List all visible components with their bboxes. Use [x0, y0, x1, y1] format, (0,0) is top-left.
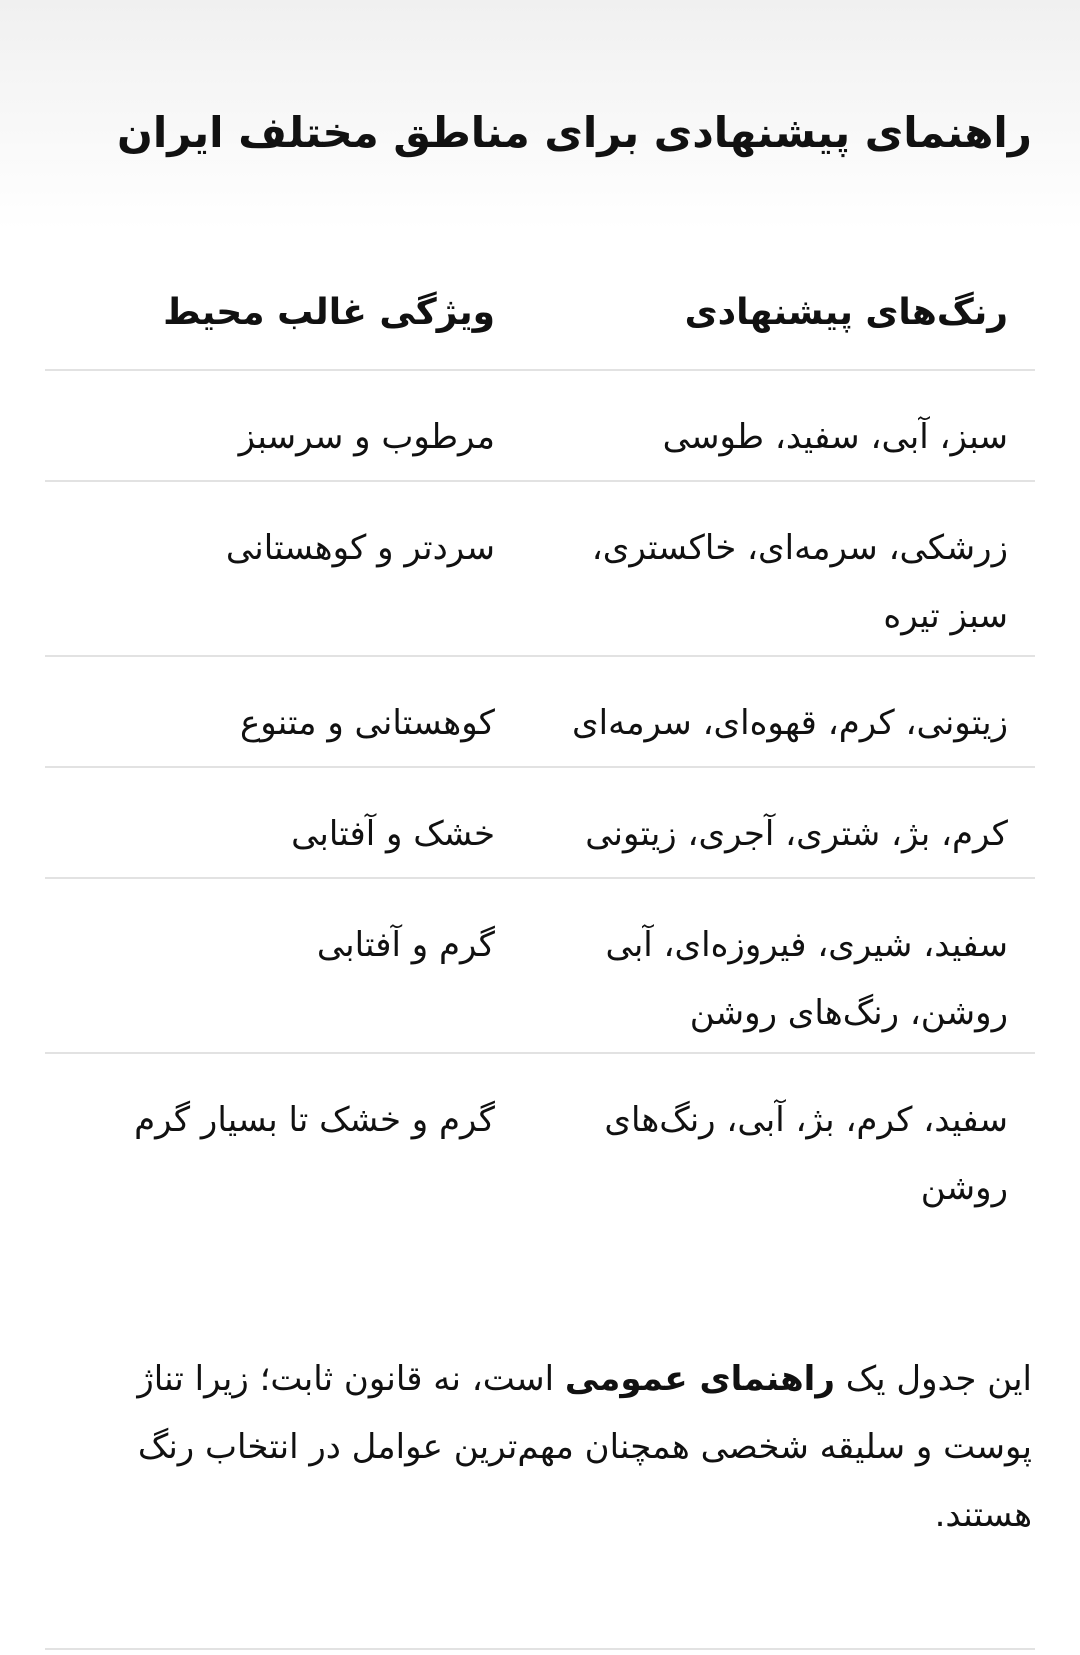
table-row [45, 371, 1035, 482]
table-row [45, 482, 1035, 657]
note-text-start: این جدول یک [834, 1359, 1032, 1399]
cell-environment: کوهستانی و متنوع [239, 703, 495, 743]
regions-table [45, 268, 1035, 1229]
table-row [45, 1054, 1035, 1229]
table-row [45, 657, 1035, 768]
cell-colors: زرشکی، سرمه‌ای، خاکستری، سبز تیره [591, 528, 1008, 636]
cell-colors: کرم، بژ، شتری، آجری، زیتونی [585, 814, 1008, 854]
header-environment: ویژگی غالب محیط [163, 292, 495, 333]
page-title: راهنمای پیشنهادی برای مناطق مختلف ایران [117, 108, 1032, 157]
note-text-end: است، نه قانون ثابت؛ زیرا تناژ پوست و سلیقه شخصی همچنان مهم‌ترین عوامل در انتخاب رنگ هستند. [137, 1359, 1032, 1535]
header-colors: رنگ‌های پیشنهادی [684, 292, 1008, 333]
cell-environment: گرم و آفتابی [316, 925, 495, 965]
note-paragraph [60, 1345, 1032, 1549]
cell-colors: زیتونی، کرم، قهوه‌ای، سرمه‌ای [572, 703, 1008, 743]
cell-environment: مرطوب و سرسبز [238, 417, 495, 457]
table-row [45, 879, 1035, 1054]
cell-colors: سبز، آبی، سفید، طوسی [662, 417, 1008, 457]
cell-environment: گرم و خشک تا بسیار گرم [134, 1100, 495, 1140]
cell-colors: سفید، شیری، فیروزه‌ای، آبی روشن، رنگ‌های روشن [605, 925, 1008, 1033]
cell-environment: سردتر و کوهستانی [225, 528, 495, 568]
note-emphasis: راهنمای عمومی [564, 1359, 835, 1399]
cell-environment: خشک و آفتابی [291, 814, 495, 854]
bottom-divider [45, 1648, 1035, 1650]
cell-colors: سفید، کرم، بژ، آبی، رنگ‌های روشن [604, 1100, 1008, 1208]
table-row [45, 768, 1035, 879]
table-header-row [45, 268, 1035, 371]
